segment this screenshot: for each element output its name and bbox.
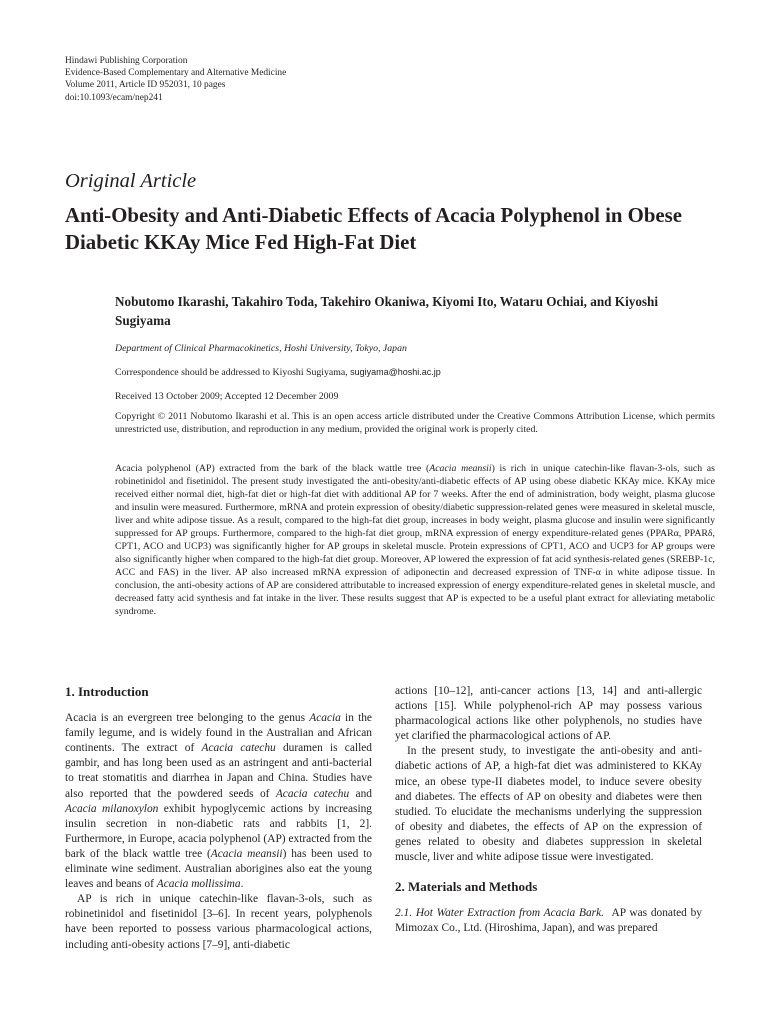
- intro-paragraph-2: AP is rich in unique catechin-like flavan-3-ols, such as robinetinidol and fisetinidol [3–6]. In recent years, polyphenols have been reported to possess various pharmacological actions, including anti-obesity actions [7–9], anti-diabetic: [65, 893, 372, 951]
- journal-header: [65, 55, 286, 104]
- paper-title: Anti-Obesity and Anti-Diabetic Effects of Acacia Polyphenol in Obese Diabetic KKAy Mice Fed High-Fat Diet: [65, 204, 682, 254]
- intro-text: duramen is called gambir, and has long been used as an astringent and anti-bacterial to treat stomatitis and diarrhea in Japan and China. Studies have also reported that the powdered seeds of: [65, 742, 372, 800]
- correspondence: [115, 366, 715, 379]
- intro-text: and: [349, 787, 372, 800]
- spacer: [395, 865, 702, 879]
- affiliation: Department of Clinical Pharmacokinetics, Hoshi University, Tokyo, Japan: [115, 343, 407, 354]
- intro-paragraph-3: actions [10–12], anti-cancer actions [13, 14] and anti-allergic actions [15]. While polyphenol-rich AP may possess various pharmacological actions like other polyphenols, no studies have yet clarified the pharmacological actions of AP.: [395, 685, 702, 743]
- section-heading: 1. Introduction: [65, 684, 149, 699]
- methods-text: AP was donated by Mimozax Co., Ltd. (Hiroshima, Japan), and was prepared: [395, 907, 703, 935]
- intro-text: .: [240, 878, 244, 891]
- species-name: Acacia meansii: [210, 847, 283, 860]
- doi-line: doi:10.1093/ecam/nep241: [65, 92, 163, 103]
- abstract-species: Acacia meansii: [429, 463, 492, 474]
- author-list: Nobutomo Ikarashi, Takahiro Toda, Takehiro Okaniwa, Kiyomi Ito, Wataru Ochiai, and Kiyoshi Sugiyama: [115, 294, 659, 328]
- species-name: Acacia mollissima: [156, 878, 241, 891]
- abstract: [115, 462, 715, 618]
- methods-paragraph-1: [395, 906, 702, 936]
- intro-paragraph-4: In the present study, to investigate the anti-obesity and anti-diabetic actions of AP, a high-fat diet was administered to KKAy mice, an obese type-II diabetes model, to induce severe obesity and diabetes. The effects of AP on obesity and diabetes were then studied. To elucidate the mechanisms underlying the suppression of obesity and diabetes, the effects of AP on the expression of genes related to obesity and diabetes suppression in skeletal muscle, liver and white adipose tissue were investigated.: [395, 745, 702, 864]
- journal-name-line: Evidence-Based Complementary and Alternative Medicine: [65, 68, 287, 79]
- species-name: Acacia catechu: [201, 742, 276, 755]
- intro-text: ) has been used to eliminate wine sediment. Australian aborigines also eat the young leaves and beans of: [65, 847, 372, 891]
- intro-text: exhibit hypoglycemic actions by increasing insulin secretion in non-diabetic rats and rabbits [1, 2]. Furthermore, in Europe, acacia polyphenol (AP) extracted from the bark of the black wattle tree (: [65, 802, 372, 860]
- species-name: Acacia catechu: [275, 787, 350, 800]
- publisher-line: Hindawi Publishing Corporation: [65, 56, 188, 66]
- copyright-notice: Copyright © 2011 Nobutomo Ikarashi et al. This is an open access article distributed under the Creative Commons Attribution License, which permits unrestricted use, distribution, and reproduction in any medium, provided the original work is properly cited.: [115, 411, 715, 435]
- species-name: Acacia milanoxylon: [65, 802, 159, 815]
- intro-paragraph-1: [65, 711, 372, 892]
- right-column: [395, 684, 702, 936]
- species-name: Acacia: [309, 712, 341, 725]
- abstract-text: Acacia polyphenol (AP) extracted from the bark of the black wattle tree (: [115, 463, 430, 474]
- left-column: [65, 684, 372, 953]
- intro-text: in the family legume, and is widely found in the Australian and African continents. The extract of: [65, 712, 372, 755]
- email-link[interactable]: sugiyama@hoshi.ac.jp: [350, 367, 441, 377]
- received-dates: Received 13 October 2009; Accepted 12 December 2009: [115, 391, 339, 402]
- article-type: Original Article: [65, 170, 197, 192]
- subsection-heading: 2.1. Hot Water Extraction from Acacia Bark.: [395, 907, 604, 920]
- abstract-text: ) is rich in unique catechin-like flavan-3-ols, such as robinetinidol and fisetinidol. The present study investigated the anti-obesity/anti-diabetic effects of AP using obese diabetic KKAy mice. KKAy mice received either normal diet, high-fat diet or high-fat diet with additional AP for 7 weeks. After the end of administration, body weight, plasma glucose and insulin were measured. Furthermore, mRNA and protein expression of obesity/diabetic suppression-related genes were measured in skeletal muscle, liver and white adipose tissue. As a result, compared to the high-fat diet group, increases in body weight, plasma glucose and insulin were significantly suppressed for AP groups. Furthermore, compared to the high-fat diet group, mRNA expression of energy expenditure-related genes (PPARα, PPARδ, CPT1, ACO and UCP3) was significantly higher for AP groups in skeletal muscle. Protein expressions of CPT1, ACO and UCP3 for AP groups were also significantly higher when compared to the high-fat diet group. Moreover, AP lowered the expression of fat acid synthesis-related genes (SREBP-1c, ACC and FAS) in the liver. AP also increased mRNA expression of adiponectin and decreased expression of TNF-α in white adipose tissue. In conclusion, the anti-obesity actions of AP are considered attributable to increased expression of energy expenditure-related genes in skeletal muscle, and decreased fatty acid synthesis and fat intake in the liver. These results suggest that AP is expected to be a useful plant extract for alleviating metabolic syndrome.: [115, 463, 715, 617]
- correspondence-text: Correspondence should be addressed to Kiyoshi Sugiyama,: [115, 367, 351, 378]
- section-heading: 2. Materials and Methods: [395, 879, 538, 895]
- intro-text: Acacia is an evergreen tree belonging to the genus: [65, 712, 310, 725]
- volume-line: Volume 2011, Article ID 952031, 10 pages: [65, 80, 226, 91]
